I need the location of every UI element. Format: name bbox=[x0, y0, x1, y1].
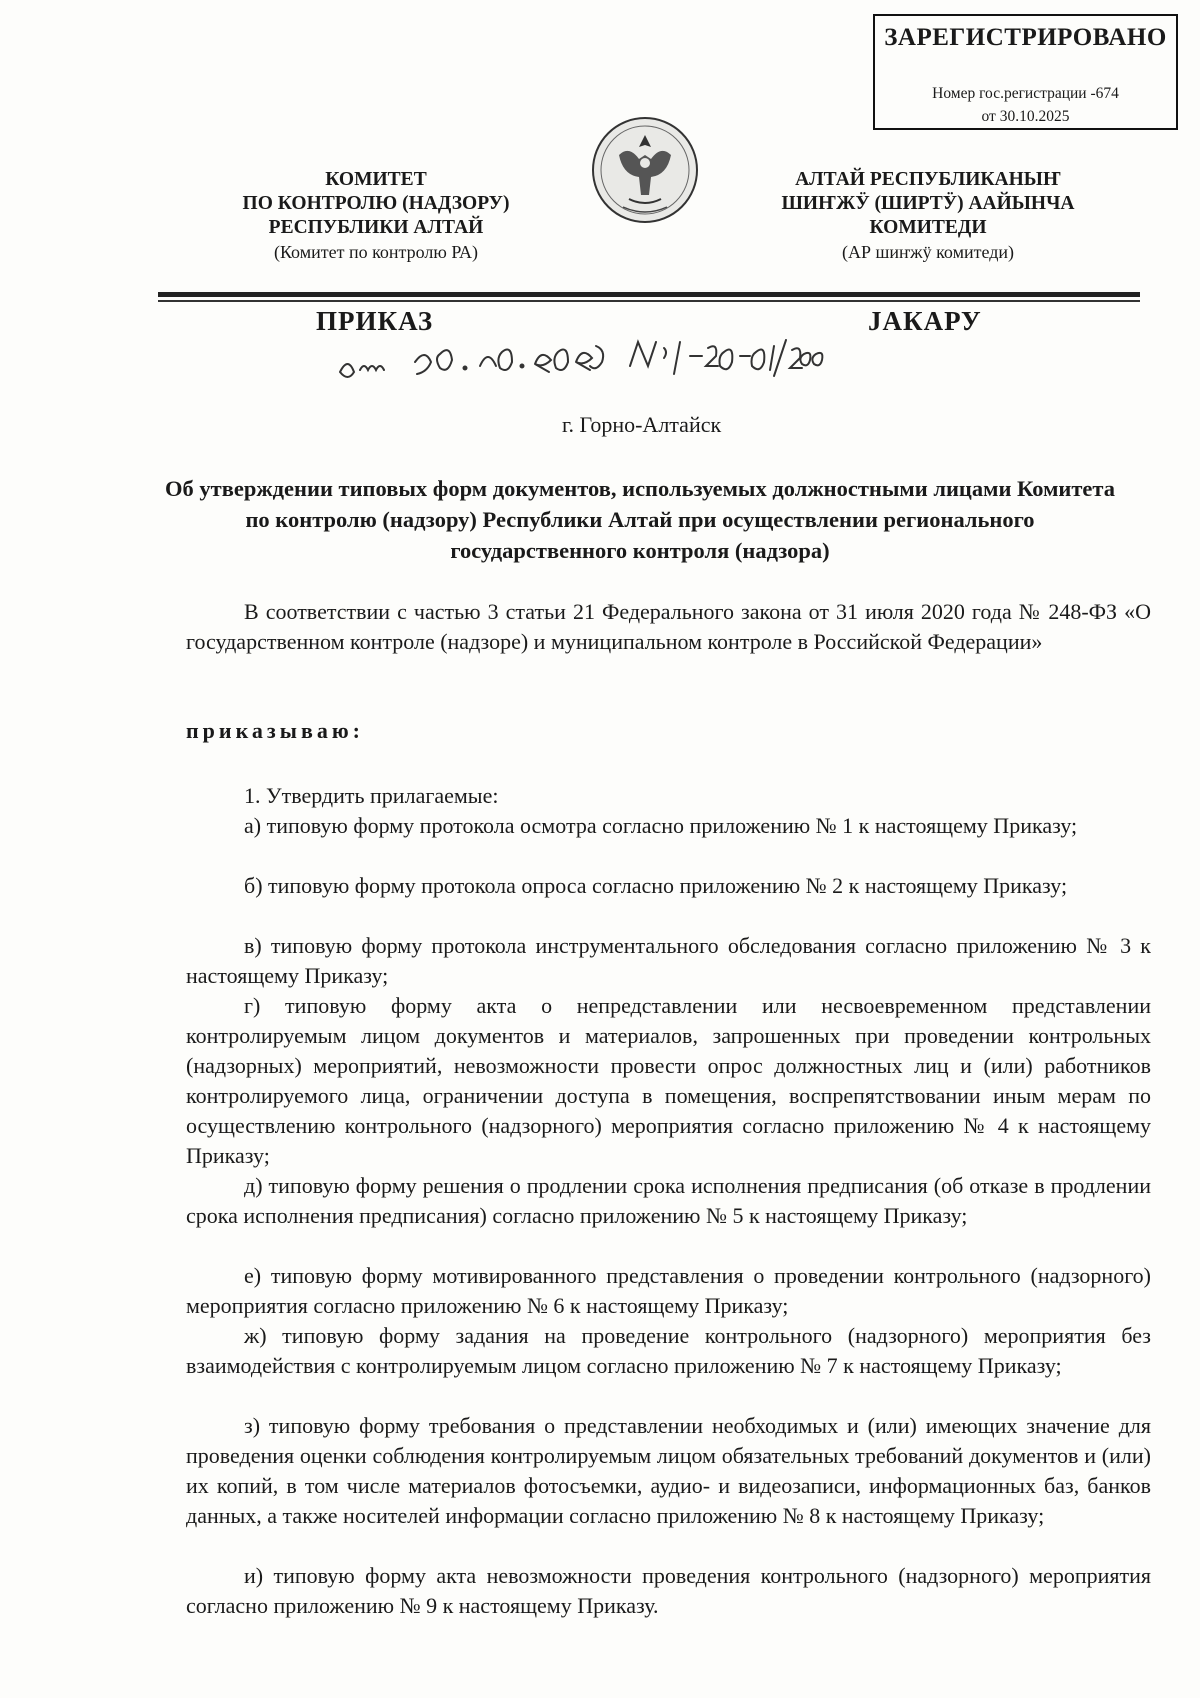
registration-stamp bbox=[873, 14, 1178, 130]
preamble-paragraph: В соответствии с частью 3 статьи 21 Федерального закона от 31 июля 2020 года № 248-ФЗ «О государственном контроле (надзоре) и муниципальном контроле в Российской Федерации» bbox=[186, 599, 1151, 654]
handwritten-date-number-signature bbox=[330, 322, 830, 388]
org-left-line1: КОМИТЕТ bbox=[325, 169, 427, 190]
doc-type-russian: ПРИКАЗ bbox=[316, 306, 434, 336]
org-name-russian bbox=[226, 168, 526, 264]
city: г. Горно-Алтайск bbox=[562, 412, 722, 437]
stamp-title: ЗАРЕГИСТРИРОВАНО bbox=[884, 24, 1167, 51]
order-word: приказываю: bbox=[186, 718, 364, 743]
org-right-short: (АР шиҥжӱ комитеди) bbox=[841, 242, 1015, 262]
item-v: в) типовую форму протокола инструментального обследования согласно приложению № 3 к настоящему Приказу; bbox=[186, 933, 1151, 988]
item-1: 1. Утвердить прилагаемые: bbox=[244, 783, 499, 808]
item-zh: ж) типовую форму задания на проведение контрольного (надзорного) мероприятия без взаимодействия с контролируемым лицом согласно приложению № 7 к настоящему Приказу; bbox=[186, 1323, 1151, 1378]
org-right-line1: АЛТАЙ РЕСПУБЛИКАНЫҤ bbox=[795, 169, 1061, 190]
org-name-altai bbox=[768, 168, 1088, 264]
altai-republic-emblem-icon bbox=[589, 115, 701, 225]
header-divider-thick bbox=[158, 292, 1140, 297]
document-title: Об утверждении типовых форм документов, используемых должностными лицами Комитета по контролю (надзору) Республики Алтай при осуществлении регионального государственного контроля (надзора) bbox=[165, 476, 1115, 563]
item-z: з) типовую форму требования о представлении необходимых и (или) имеющих значение для проведения оценки соблюдения контролируемым лицом обязательных требований документов и (или) их копий, в том числе материалов фотосъемки, аудио- и видеозаписи, информационных баз, банков данных, а также носителей информации согласно приложению № 8 к настоящему Приказу; bbox=[186, 1413, 1151, 1528]
item-g: г) типовую форму акта о непредставлении или несвоевременном представлении контролируемым лицом документов и материалов, запрошенных при проведении контрольных (надзорных) мероприятий, невозможности провести опрос должностных лиц и (или) работников контролируемого лица, ограничении доступа в помещения, воспрепятствовании иным мерам по осуществлению контрольного (надзорного) мероприятия согласно приложению № 4 к настоящему Приказу; bbox=[186, 993, 1151, 1168]
item-e: е) типовую форму мотивированного представления о проведении контрольного (надзорного) мероприятия согласно приложению № 6 к настоящему Приказу; bbox=[186, 1263, 1151, 1318]
org-right-line3: КОМИТЕДИ bbox=[869, 217, 987, 238]
header-divider-thin bbox=[158, 300, 1140, 302]
item-i: и) типовую форму акта невозможности проведения контрольного (надзорного) мероприятия согласно приложению № 9 к настоящему Приказу. bbox=[186, 1563, 1151, 1618]
item-d: д) типовую форму решения о продлении срока исполнения предписания (об отказе в продлении срока исполнения предписания) согласно приложению № 5 к настоящему Приказу; bbox=[186, 1173, 1151, 1228]
org-right-line2: ШИҤЖӰ (ШИРТӰ) ААЙЫНЧА bbox=[781, 193, 1075, 214]
org-left-short: (Комитет по контролю РА) bbox=[273, 242, 479, 262]
stamp-registration-date: от 30.10.2025 bbox=[981, 108, 1070, 125]
doc-type-altai: ЈАКАРУ bbox=[868, 306, 982, 336]
org-left-line3: РЕСПУБЛИКИ АЛТАЙ bbox=[268, 217, 484, 238]
item-b: б) типовую форму протокола опроса согласно приложению № 2 к настоящему Приказу; bbox=[244, 873, 1068, 898]
org-left-line2: ПО КОНТРОЛЮ (НАДЗОРУ) bbox=[242, 193, 510, 214]
item-a: а) типовую форму протокола осмотра согласно приложению № 1 к настоящему Приказу; bbox=[244, 813, 1078, 838]
stamp-registration-number: Номер гос.регистрации -674 bbox=[932, 85, 1119, 102]
